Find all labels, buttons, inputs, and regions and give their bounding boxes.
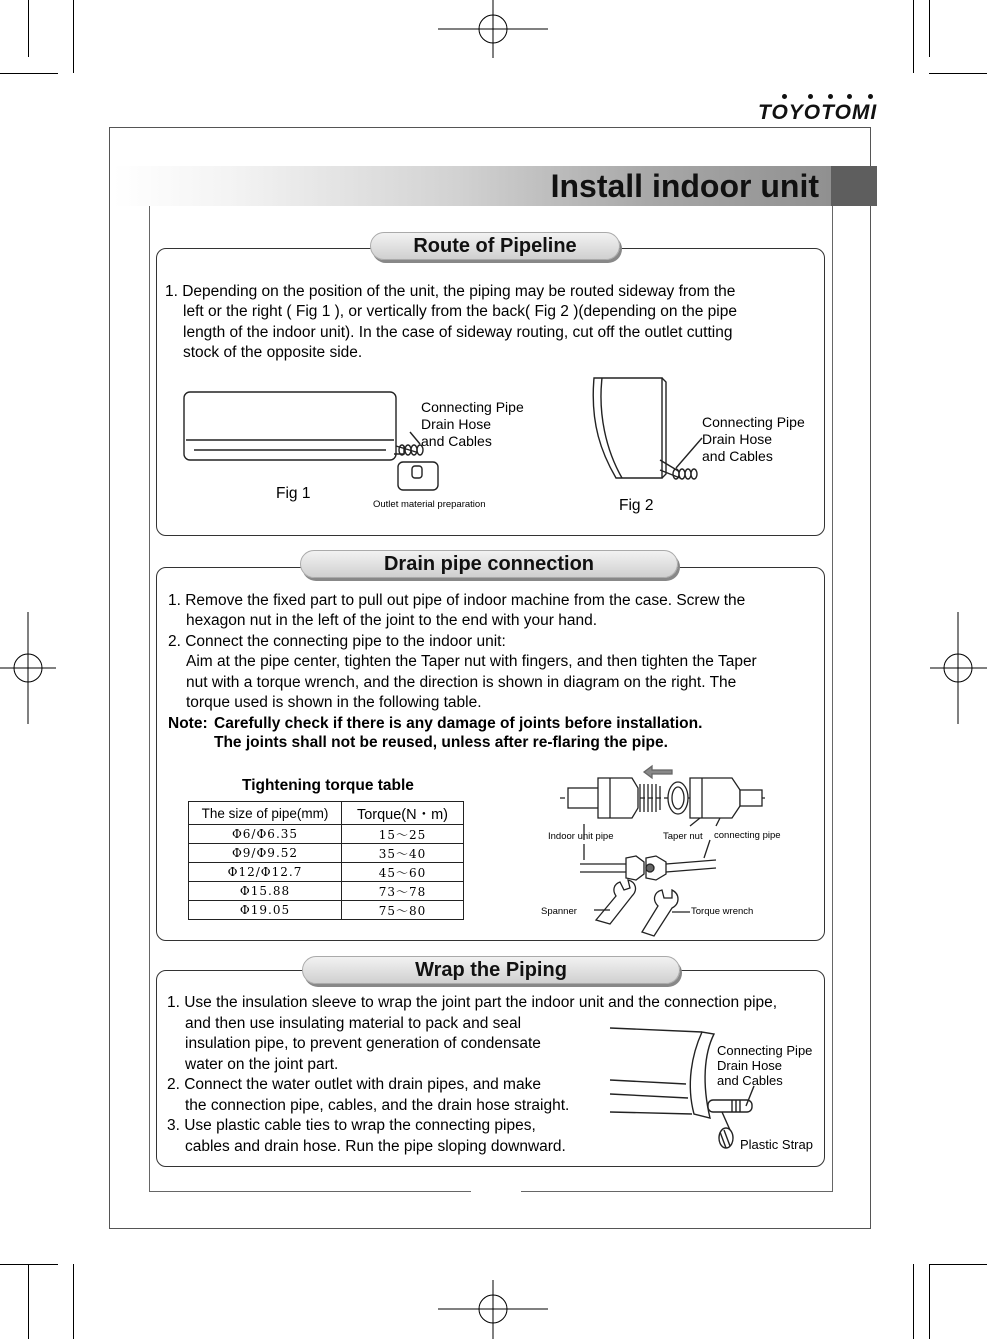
route-heading: Route of Pipeline xyxy=(370,232,620,260)
plastic-strap-label: Plastic Strap xyxy=(740,1137,813,1152)
outlet-material-label: Outlet material preparation xyxy=(373,499,486,510)
drain-line-5: nut with a torque wrench, and the direction is shown in diagram on the right. The xyxy=(186,674,737,691)
table-header-torque: Torque(N・m) xyxy=(342,802,464,825)
wrap-line-7: 3. Use plastic cable ties to wrap the connecting pipes, xyxy=(167,1117,536,1134)
drain-line-1: 1. Remove the fixed part to pull out pipe of indoor machine from the case. Screw the xyxy=(168,592,746,609)
table-cell: Φ6/Φ6.35 xyxy=(189,825,342,844)
table-row xyxy=(189,844,464,863)
drain-line-3: 2. Connect the connecting pipe to the indoor unit: xyxy=(168,633,506,650)
route-line-1: 1. Depending on the position of the unit, the piping may be routed sideway from the xyxy=(165,283,736,300)
table-row xyxy=(189,901,464,920)
note-line-2: The joints shall not be reused, unless after re-flaring the pipe. xyxy=(214,734,668,751)
table-cell: 15～25 xyxy=(342,825,464,844)
brand-logo: TOYOTOMI xyxy=(758,101,878,124)
torque-table xyxy=(188,801,464,920)
wrap-line-4: water on the joint part. xyxy=(185,1056,339,1073)
table-cell: 35～40 xyxy=(342,844,464,863)
wrap-line-1: 1. Use the insulation sleeve to wrap the joint part the indoor unit and the connection pipe, xyxy=(167,994,778,1011)
route-line-3: length of the indoor unit). In the case of sideway routing, cut off the outlet cutting xyxy=(183,324,733,341)
fig2-callout-3: and Cables xyxy=(702,448,773,464)
wrap-callout-2: Drain Hose xyxy=(717,1058,783,1073)
bottom-gap xyxy=(471,1189,521,1195)
fig1-drawing xyxy=(180,388,450,503)
table-header-row xyxy=(189,802,464,825)
title-bar-dark-end xyxy=(831,166,877,206)
route-line-2: left or the right ( Fig 1 ), or vertically from the back( Fig 2 )(depending on the pipe xyxy=(183,303,737,320)
table-cell: Φ9/Φ9.52 xyxy=(189,844,342,863)
table-cell: 45～60 xyxy=(342,863,464,882)
note-label: Note: xyxy=(168,715,208,732)
wrap-line-8: cables and drain hose. Run the pipe sloping downward. xyxy=(185,1138,566,1155)
table-row xyxy=(189,882,464,901)
drain-line-6: torque used is shown in the following table. xyxy=(186,694,482,711)
taper-nut-label: Taper nut xyxy=(663,831,703,842)
note-label-text: Note xyxy=(168,715,203,732)
wrap-line-2: and then use insulating material to pack and seal xyxy=(185,1015,522,1032)
wrap-line-6: the connection pipe, cables, and the drain hose straight. xyxy=(185,1097,570,1114)
table-cell: Φ15.88 xyxy=(189,882,342,901)
page-title: Install indoor unit xyxy=(550,168,819,204)
drain-line-4: Aim at the pipe center, tighten the Taper nut with fingers, and then tighten the Taper xyxy=(186,653,757,670)
connecting-pipe-label: connecting pipe xyxy=(714,830,781,841)
fig2-label: Fig 2 xyxy=(619,497,654,514)
table-cell: Φ12/Φ12.7 xyxy=(189,863,342,882)
table-cell: 73～78 xyxy=(342,882,464,901)
logo-dots xyxy=(762,94,872,100)
table-row xyxy=(189,863,464,882)
wrap-heading: Wrap the Piping xyxy=(302,956,680,984)
indoor-unit-pipe-label: Indoor unit pipe xyxy=(548,831,614,842)
fig1-callout-1: Connecting Pipe xyxy=(421,399,524,415)
spanner-label: Spanner xyxy=(541,906,577,917)
fig1-label: Fig 1 xyxy=(276,485,311,502)
wrap-callout-3: and Cables xyxy=(717,1073,783,1088)
wrap-line-3: insulation pipe, to prevent generation of condensate xyxy=(185,1035,541,1052)
fig2-callout-1: Connecting Pipe xyxy=(702,414,805,430)
torque-wrench-label: Torque wrench xyxy=(691,906,754,917)
table-row xyxy=(189,825,464,844)
fig2-drawing xyxy=(580,374,710,499)
table-cell: 75～80 xyxy=(342,901,464,920)
fig1-callout-3: and Cables xyxy=(421,433,492,449)
table-cell: Φ19.05 xyxy=(189,901,342,920)
drain-heading: Drain pipe connection xyxy=(300,550,678,578)
route-line-4: stock of the opposite side. xyxy=(183,344,363,361)
title-bar xyxy=(113,166,877,206)
table-header-size: The size of pipe(mm) xyxy=(189,802,342,825)
torque-table-title: Tightening torque table xyxy=(242,777,414,794)
fig2-callout-2: Drain Hose xyxy=(702,431,773,447)
wrap-callout-1: Connecting Pipe xyxy=(717,1043,813,1058)
note-line-1: Carefully check if there is any damage of joints before installation. xyxy=(214,715,703,732)
fig1-callout-2: Drain Hose xyxy=(421,416,492,432)
drain-line-2: hexagon nut in the left of the joint to the end with your hand. xyxy=(186,612,598,629)
wrap-line-5: 2. Connect the water outlet with drain pipes, and make xyxy=(167,1076,541,1093)
